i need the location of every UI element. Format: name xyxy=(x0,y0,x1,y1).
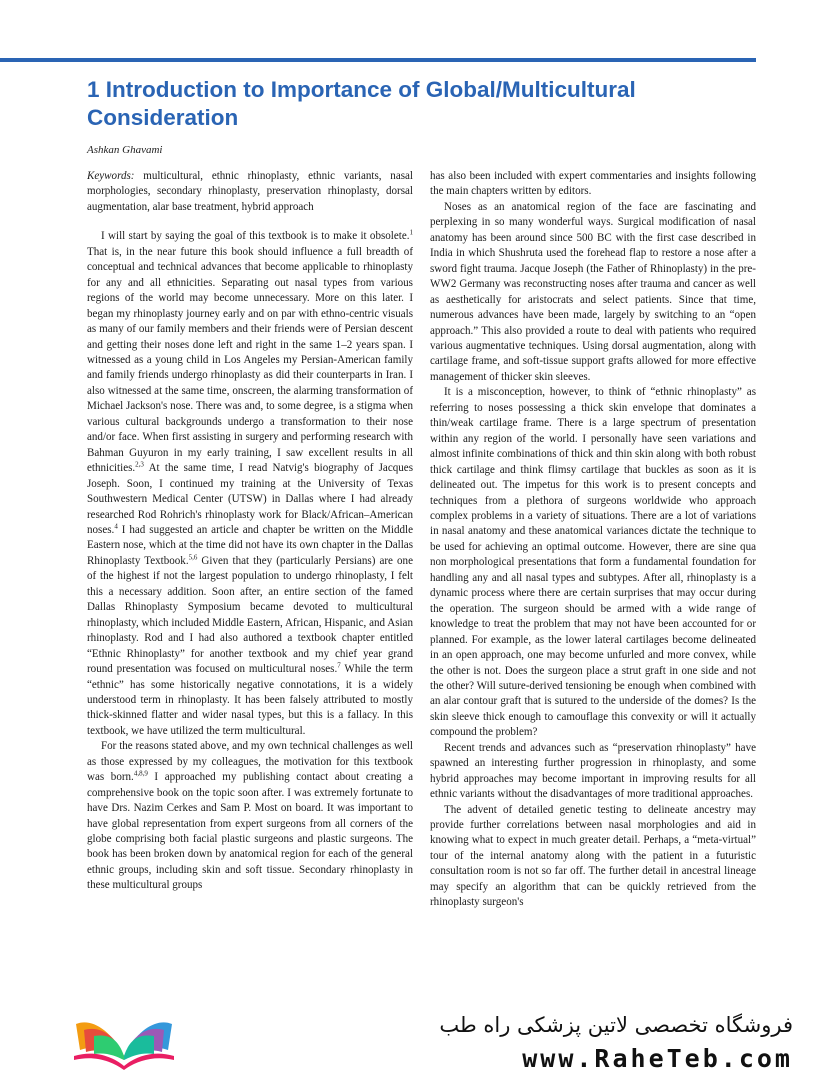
citation: 4,8,9 xyxy=(133,769,148,778)
paragraph: has also been included with expert commentaries and insights following the main chapters written by editors. xyxy=(430,170,756,198)
paragraph xyxy=(87,229,413,739)
text-run: I had suggested an article and chapter be written on the Middle Eastern nose, which at the time did not have its own chapter in the Dallas Rhinoplasty Textbook. xyxy=(87,523,413,567)
paragraph: Noses as an anatomical region of the face are fascinating and perplexing in so many wonderful ways. Surgical modification of nasal anatomy has been around since 500 BC with the first case described in India in which Shushruta used the forehead flap to restore a nose after a sword fight trauma. Jacque Joseph (the Father of Rhinoplasty) in the pre-WW2 Germany was reconstructing noses after trauma and cancer as well as aesthetically for aristocrats and select patients. Since that time, numerous advances have been made, largely by switching to an “open approach.” This also provided a route to deal with patients who required various augmentative techniques. Using dorsal augmentation, along with cartilage frame, and soft-tissue support grafts allowed for more effective management of thicker skin sleeves. xyxy=(430,200,756,383)
right-column xyxy=(430,169,756,994)
paragraph: Recent trends and advances such as “preservation rhinoplasty” have spawned an interesting further progression in rhinoplasty, and some hybrid approaches may become important in improving results for all ethnic variants without the disadvantages of more traditional approaches. xyxy=(430,741,756,801)
paragraph: The advent of detailed genetic testing to delineate ancestry may provide further correlations between nasal morphologies and aid in knowing what to expect in much greater detail. Perhaps, a “meta-virtual” tour of the internal anatomy along with the patient in a futuristic consultation room is not so far off. The further detail in ancestral lineage may specify an algorithm that can be quickly retrieved from the rhinoplasty surgeon's xyxy=(430,803,756,909)
keywords xyxy=(87,169,413,215)
store-url[interactable]: www.RaheTeb.com xyxy=(522,1044,793,1073)
keywords-text: multicultural, ethnic rhinoplasty, ethnic variants, nasal morphologies, secondary rhinoplasty, preservation rhinoplasty, dorsal augmentation, alar base treatment, hybrid approach xyxy=(87,170,413,213)
text-run: At the same time, I read Natvig's biography of Jacques Joseph. Soon, I continued my training at the University of Texas Southwestern Medical Center (UTSW) in Dallas where I had already researched Rod Rohrich's rhinoplasty work for Black/African–American noses. xyxy=(87,462,413,536)
author-name: Ashkan Ghavami xyxy=(87,144,163,156)
citation: 2,3 xyxy=(135,460,144,469)
chapter-title: 1 Introduction to Importance of Global/Multicultural Consideration xyxy=(87,77,636,130)
text-run: I will start by saying the goal of this textbook is to make it obsolete. xyxy=(101,230,410,243)
keywords-label: Keywords: xyxy=(87,170,135,182)
paragraph xyxy=(87,739,413,894)
left-column xyxy=(87,169,413,994)
open-book-logo-icon xyxy=(70,1010,178,1072)
text-run: For the reasons stated above, and my own technical challenges as well as those expressed by my colleagues, the motivation for this textbook was born. xyxy=(87,740,413,784)
text-run: Given that they (particularly Persians) are one of the highest if not the largest population to undergo rhinoplasty, I felt this a necessary addition. Soon after, an entire section of the famed Dallas Rhinoplasty Symposium became devoted to multicultural rhinoplasty, which included Middle Eastern, African, Hispanic, and Asian rhinoplasty. Rod and I had also authored a textbook chapter entitled “Ethnic Rhinoplasty” for another textbook and my chief year grand round presentation was focused on multicultural noses. xyxy=(87,554,413,676)
text-run: While the term “ethnic” has some historically negative connotations, it is a widely understood term in rhinoplasty. It has been falsely attributed to mostly thick-skinned flatter and wider nasal types, but this is a fallacy. In this textbook, we have utilized the term multicultural. xyxy=(87,663,413,737)
paragraph: It is a misconception, however, to think of “ethnic rhinoplasty” as referring to noses possessing a thick skin envelope that dominates a thin/weak cartilage frame. There is a large spectrum of presentation within any region of the world. I personally have seen variations and almost infinite combinations of thick and thin skin along with both robust thick cartilage and think flimsy cartilage that buckles as soon as it is delineated out. The impetus for this work is to present concepts and techniques from a plethora of surgeons worldwide who approach complex problems in a variety of situations. There are a lot of variations in nasal anatomy and these anatomical variances dictate the technique to be used for achieving an optimal outcome. However, there are sine qua non morphological presentations that form a fundamental foundation for handling any and all nasal types and subtypes. After all, rhinoplasty is a dynamic process where there are certain surprises that may occur during the operation. The surgeon should be armed with a wide range of knowledge to treat the problem that may not have been accounted for or planned. For example, as the lower lateral cartilages become delineated in an open approach, one may become unfurled and more convex, while the other is not. Does the surgeon place a strut graft in one side and not the other? Will suture-derived tensioning be enough when combined with an alar contour graft that is sutured to the underside of the domes? Is the skin sleeve thick enough to camouflage this convexity or will it actually compound the problem? xyxy=(430,386,756,739)
text-run: I approached my publishing contact about creating a comprehensive book on the topic soon after. I was extremely fortunate to have Drs. Nazim Cerkes and Sam P. Most on board. It was important to have global representation from expert surgeons from all corners of the globe comprising both facial plastic surgeons and plastic surgeons. The book has been broken down by anatomical region for each of the general ethnic groups, including skin and soft tissue. Secondary rhinoplasty in these multicultural groups xyxy=(87,771,413,892)
text-run: That is, in the near future this book should influence a full breadth of conceptual and technical advances that become applicable to rhinoplasty for any and all ethnicities. Separating out nasal types from various regions of the world may become unnecessary. More on this later. I began my rhinoplasty journey early and on par with ethno-centric visuals as many of our family members and their friends were of Persian descent and getting their noses done left and right in the same 1–2 years span. I witnessed as a young child in Los Angeles my Persian-American family and family friends undergo rhinoplasty as did their counterparts in Iran. I also witnessed at the same time, onscreen, the alarming transformation of Michael Jackson's nose. There was and, to some degree, is a stigma when various cultural backgrounds undergo a transformation to their nose and/or face. When first assisting in surgery and performing research with Bahman Guyuron in my early training, I saw excellent results in all ethnicities. xyxy=(87,245,413,475)
citation: 7 xyxy=(337,661,341,670)
store-name: فروشگاه تخصصی لاتین پزشکی راه طب xyxy=(439,1013,793,1037)
top-rule xyxy=(0,58,756,62)
citation: 5,6 xyxy=(188,553,198,562)
citation: 1 xyxy=(409,228,413,237)
citation: 4 xyxy=(114,522,118,531)
